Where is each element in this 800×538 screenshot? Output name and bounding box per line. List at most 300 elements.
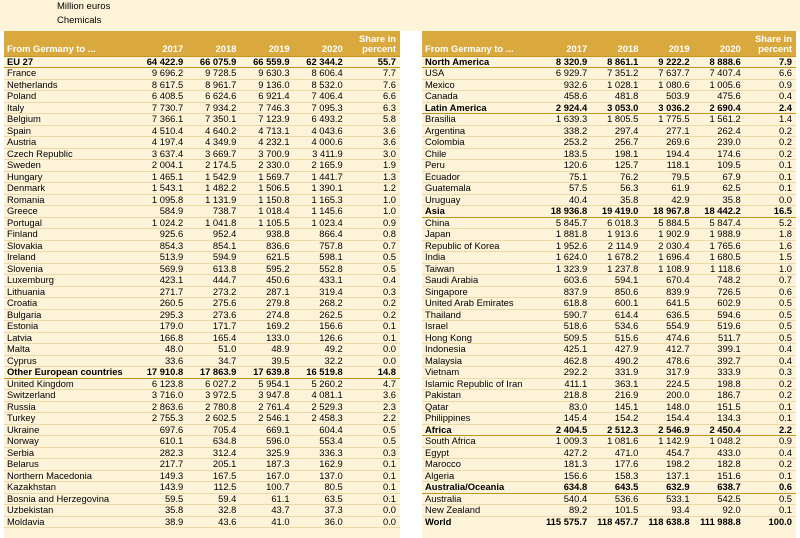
table-row: [422, 240, 796, 252]
country-cell: Estonia: [4, 321, 134, 333]
value-2018-cell: 1 913.6: [591, 229, 642, 241]
value-2018-cell: 2 114.9: [591, 240, 642, 252]
country-cell: Brasilia: [422, 114, 540, 126]
share-cell: 1.2: [347, 183, 400, 195]
value-2020-cell: 1 023.4: [294, 217, 347, 229]
value-2018-cell: 171.7: [187, 321, 240, 333]
value-2019-cell: 7 746.3: [240, 102, 293, 114]
country-cell: Japan: [422, 229, 540, 241]
value-2020-cell: 36.0: [294, 516, 347, 528]
right-table-panel: [422, 31, 796, 538]
value-2020-cell: 62.5: [694, 183, 745, 195]
value-2020-cell: 2 450.4: [694, 424, 745, 436]
table-row: [422, 378, 796, 390]
value-2019-cell: 5 884.5: [642, 217, 693, 229]
value-2019-cell: 9 222.2: [642, 56, 693, 68]
value-2019-cell: 194.4: [642, 148, 693, 160]
share-cell: 0.5: [347, 436, 400, 448]
table-row: [422, 252, 796, 264]
value-2017-cell: 253.2: [540, 137, 591, 149]
value-2017-cell: 1 009.3: [540, 436, 591, 448]
value-2017-cell: 425.1: [540, 344, 591, 356]
share-cell: 3.6: [347, 137, 400, 149]
value-2017-cell: 75.1: [540, 171, 591, 183]
table-row: [4, 286, 400, 298]
value-2020-cell: 1 390.1: [294, 183, 347, 195]
table-row: [4, 413, 400, 425]
share-cell: 0.1: [745, 401, 796, 413]
value-2020-cell: 151.6: [694, 470, 745, 482]
table-row: [4, 298, 400, 310]
value-2018-cell: 536.6: [591, 493, 642, 505]
country-cell: Luxemburg: [4, 275, 134, 287]
value-2020-cell: 399.1: [694, 344, 745, 356]
value-2018-cell: 850.6: [591, 286, 642, 298]
value-2017-cell: 2 404.5: [540, 424, 591, 436]
country-cell: Spain: [4, 125, 134, 137]
country-cell: Taiwan: [422, 263, 540, 275]
country-cell: Latvia: [4, 332, 134, 344]
value-2017-cell: 9 696.2: [134, 68, 187, 80]
table-row: [4, 240, 400, 252]
share-cell: 0.2: [745, 378, 796, 390]
value-2018-cell: 3 053.0: [591, 102, 642, 114]
country-cell: Indonesia: [422, 344, 540, 356]
value-2017-cell: 590.7: [540, 309, 591, 321]
unit-label: Million euros: [57, 1, 111, 12]
share-cell: 0.7: [347, 240, 400, 252]
value-2019-cell: 2 030.4: [642, 240, 693, 252]
country-cell: Italy: [4, 102, 134, 114]
share-cell: 2.3: [347, 401, 400, 413]
value-2019-cell: 641.5: [642, 298, 693, 310]
value-2020-cell: 2 529.3: [294, 401, 347, 413]
value-2020-cell: 1 765.6: [694, 240, 745, 252]
value-2019-cell: 93.4: [642, 505, 693, 517]
value-2018-cell: 705.4: [187, 424, 240, 436]
value-2020-cell: 262.4: [694, 125, 745, 137]
value-2020-cell: 239.0: [694, 137, 745, 149]
value-2020-cell: 542.5: [694, 493, 745, 505]
value-2017-cell: 1 639.3: [540, 114, 591, 126]
share-cell: 0.1: [745, 470, 796, 482]
value-2018-cell: 17 863.9: [187, 367, 240, 379]
country-cell: Hungary: [4, 171, 134, 183]
table-row: [4, 148, 400, 160]
table-row: [4, 252, 400, 264]
value-2017-cell: 411.1: [540, 378, 591, 390]
value-2017-cell: 143.9: [134, 482, 187, 494]
table-row: [4, 355, 400, 367]
country-cell: Netherlands: [4, 79, 134, 91]
share-cell: 1.6: [745, 240, 796, 252]
value-2018-cell: 481.8: [591, 91, 642, 103]
value-2018-cell: 125.7: [591, 160, 642, 172]
country-cell: Bosnia and Herzegovina: [4, 493, 134, 505]
value-2019-cell: 478.6: [642, 355, 693, 367]
country-cell: Australia: [422, 493, 540, 505]
value-2020-cell: 67.9: [694, 171, 745, 183]
share-cell: 0.2: [745, 125, 796, 137]
value-2018-cell: 4 349.9: [187, 137, 240, 149]
value-2018-cell: 738.7: [187, 206, 240, 218]
value-2020-cell: 333.9: [694, 367, 745, 379]
value-2018-cell: 297.4: [591, 125, 642, 137]
value-2020-cell: 18 442.2: [694, 206, 745, 218]
table-row: [4, 309, 400, 321]
value-2019-cell: 1 696.4: [642, 252, 693, 264]
value-2019-cell: 1 569.7: [240, 171, 293, 183]
value-2020-cell: 162.9: [294, 459, 347, 471]
country-cell: Islamic Republic of Iran: [422, 378, 540, 390]
value-2018-cell: 8 861.1: [591, 56, 642, 68]
value-2018-cell: 613.8: [187, 263, 240, 275]
table-row: [422, 229, 796, 241]
table-row: [4, 275, 400, 287]
share-cell: 55.7: [347, 56, 400, 68]
value-2017-cell: 8 320.9: [540, 56, 591, 68]
value-2017-cell: 5 845.7: [540, 217, 591, 229]
value-2019-cell: 1 902.9: [642, 229, 693, 241]
country-cell: Denmark: [4, 183, 134, 195]
value-2018-cell: 363.1: [591, 378, 642, 390]
table-row: [422, 125, 796, 137]
value-2019-cell: 450.6: [240, 275, 293, 287]
country-cell: Israel: [422, 321, 540, 333]
value-2017-cell: 2 755.3: [134, 413, 187, 425]
value-2020-cell: 1 165.3: [294, 194, 347, 206]
share-cell: 1.0: [745, 263, 796, 275]
value-2019-cell: 1 506.5: [240, 183, 293, 195]
value-2018-cell: 594.9: [187, 252, 240, 264]
value-2017-cell: 48.0: [134, 344, 187, 356]
value-2018-cell: 158.3: [591, 470, 642, 482]
value-2018-cell: 4 640.2: [187, 125, 240, 137]
value-2019-cell: 1 150.8: [240, 194, 293, 206]
value-2019-cell: 133.0: [240, 332, 293, 344]
value-2018-cell: 167.5: [187, 470, 240, 482]
share-cell: 2.4: [745, 102, 796, 114]
country-cell: United Arab Emirates: [422, 298, 540, 310]
value-2019-cell: 454.7: [642, 447, 693, 459]
country-cell: Austria: [4, 137, 134, 149]
table-row: [4, 91, 400, 103]
share-cell: 3.6: [347, 125, 400, 137]
value-2019-cell: 41.0: [240, 516, 293, 528]
share-cell: 0.2: [745, 137, 796, 149]
value-2019-cell: 2 761.4: [240, 401, 293, 413]
country-cell: Croatia: [4, 298, 134, 310]
value-2020-cell: 4 000.6: [294, 137, 347, 149]
table-row: [422, 114, 796, 126]
value-2018-cell: 112.5: [187, 482, 240, 494]
value-2018-cell: 56.3: [591, 183, 642, 195]
share-cell: 0.5: [745, 298, 796, 310]
value-2019-cell: 18 967.8: [642, 206, 693, 218]
share-cell: 2.2: [347, 413, 400, 425]
country-cell: Republic of Korea: [422, 240, 540, 252]
share-cell: 0.1: [745, 171, 796, 183]
country-cell: Kazakhstan: [4, 482, 134, 494]
value-2018-cell: 118 457.7: [591, 516, 642, 528]
table-row: [422, 194, 796, 206]
share-cell: 0.2: [347, 298, 400, 310]
value-2020-cell: 2 458.3: [294, 413, 347, 425]
country-cell: Saudi Arabia: [422, 275, 540, 287]
table-row: [4, 137, 400, 149]
table-row-total: [422, 516, 796, 528]
value-2018-cell: 198.1: [591, 148, 642, 160]
value-2019-cell: 1 775.5: [642, 114, 693, 126]
column-header-2019: 2019: [240, 31, 293, 56]
value-2017-cell: 603.6: [540, 275, 591, 287]
value-2020-cell: 92.0: [694, 505, 745, 517]
table-row: [4, 102, 400, 114]
country-cell: Norway: [4, 436, 134, 448]
country-cell: Marocco: [422, 459, 540, 471]
country-cell: Cyprus: [4, 355, 134, 367]
table-row: [422, 263, 796, 275]
value-2018-cell: 9 728.5: [187, 68, 240, 80]
value-2018-cell: 3 972.5: [187, 390, 240, 402]
value-2019-cell: 198.2: [642, 459, 693, 471]
share-cell: 1.0: [347, 206, 400, 218]
share-cell: 0.1: [347, 321, 400, 333]
value-2019-cell: 79.5: [642, 171, 693, 183]
country-cell: North America: [422, 56, 540, 68]
table-row-region: [422, 102, 796, 114]
table-row: [4, 424, 400, 436]
value-2020-cell: 1 145.6: [294, 206, 347, 218]
column-header-2019: 2019: [642, 31, 693, 56]
value-2017-cell: 584.9: [134, 206, 187, 218]
value-2020-cell: 433.0: [694, 447, 745, 459]
table-row: [422, 459, 796, 471]
share-cell: 0.3: [347, 447, 400, 459]
value-2017-cell: 120.6: [540, 160, 591, 172]
value-2019-cell: 9 136.0: [240, 79, 293, 91]
value-2018-cell: 101.5: [591, 505, 642, 517]
value-2020-cell: 1 118.6: [694, 263, 745, 275]
table-row: [4, 79, 400, 91]
value-2018-cell: 273.2: [187, 286, 240, 298]
share-cell: 0.5: [347, 252, 400, 264]
value-2018-cell: 1 041.8: [187, 217, 240, 229]
value-2018-cell: 2 174.5: [187, 160, 240, 172]
value-2017-cell: 218.8: [540, 390, 591, 402]
table-row: [4, 482, 400, 494]
column-header-share: Share in percent: [347, 31, 400, 56]
value-2017-cell: 282.3: [134, 447, 187, 459]
country-cell: Malaysia: [422, 355, 540, 367]
value-2020-cell: 3 411.9: [294, 148, 347, 160]
country-cell: Romania: [4, 194, 134, 206]
table-row: [422, 493, 796, 505]
value-2017-cell: 4 197.4: [134, 137, 187, 149]
left-table-panel: [4, 31, 400, 538]
value-2018-cell: 1 805.5: [591, 114, 642, 126]
value-2018-cell: 1 081.6: [591, 436, 642, 448]
table-row: [4, 344, 400, 356]
table-row: [4, 183, 400, 195]
value-2020-cell: 32.2: [294, 355, 347, 367]
value-2019-cell: 1 080.6: [642, 79, 693, 91]
value-2019-cell: 1 018.4: [240, 206, 293, 218]
country-cell: USA: [422, 68, 540, 80]
share-cell: 0.1: [347, 482, 400, 494]
country-cell: Bulgaria: [4, 309, 134, 321]
share-cell: 3.6: [347, 390, 400, 402]
table-row: [4, 68, 400, 80]
table-row: [4, 206, 400, 218]
country-cell: France: [4, 68, 134, 80]
table-row: [422, 332, 796, 344]
value-2019-cell: 325.9: [240, 447, 293, 459]
value-2019-cell: 2 546.9: [642, 424, 693, 436]
value-2017-cell: 925.6: [134, 229, 187, 241]
column-header-destination: From Germany to ...: [422, 31, 540, 56]
value-2018-cell: 634.8: [187, 436, 240, 448]
value-2017-cell: 18 936.8: [540, 206, 591, 218]
table-row-region: [4, 367, 400, 379]
value-2017-cell: 697.6: [134, 424, 187, 436]
value-2020-cell: 1 561.2: [694, 114, 745, 126]
value-2018-cell: 59.4: [187, 493, 240, 505]
value-2019-cell: 2 330.0: [240, 160, 293, 172]
value-2019-cell: 938.8: [240, 229, 293, 241]
country-cell: Northern Macedonia: [4, 470, 134, 482]
share-cell: 2.2: [745, 424, 796, 436]
share-cell: 6.3: [347, 102, 400, 114]
value-2017-cell: 7 730.7: [134, 102, 187, 114]
country-cell: Singapore: [422, 286, 540, 298]
value-2018-cell: 427.9: [591, 344, 642, 356]
table-row: [4, 390, 400, 402]
value-2020-cell: 1 048.2: [694, 436, 745, 448]
table-row: [422, 367, 796, 379]
category-label: Chemicals: [57, 15, 102, 26]
value-2018-cell: 66 075.9: [187, 56, 240, 68]
value-2020-cell: 8 606.4: [294, 68, 347, 80]
value-2020-cell: 5 260.2: [294, 378, 347, 390]
column-header-2020: 2020: [694, 31, 745, 56]
value-2018-cell: 43.6: [187, 516, 240, 528]
value-2018-cell: 312.4: [187, 447, 240, 459]
value-2019-cell: 7 123.9: [240, 114, 293, 126]
country-cell: Belarus: [4, 459, 134, 471]
value-2017-cell: 932.6: [540, 79, 591, 91]
value-2019-cell: 533.1: [642, 493, 693, 505]
country-cell: Serbia: [4, 447, 134, 459]
value-2020-cell: 262.5: [294, 309, 347, 321]
value-2020-cell: 1 680.5: [694, 252, 745, 264]
value-2019-cell: 154.4: [642, 413, 693, 425]
table-row: [4, 321, 400, 333]
value-2020-cell: 6 493.2: [294, 114, 347, 126]
share-cell: 0.5: [745, 321, 796, 333]
table-row: [422, 217, 796, 229]
value-2019-cell: 632.9: [642, 482, 693, 494]
value-2017-cell: 338.2: [540, 125, 591, 137]
table-row: [4, 171, 400, 183]
value-2017-cell: 156.6: [540, 470, 591, 482]
value-2020-cell: 62 344.2: [294, 56, 347, 68]
value-2019-cell: 61.1: [240, 493, 293, 505]
share-cell: 0.6: [745, 482, 796, 494]
country-cell: Colombia: [422, 137, 540, 149]
table-row: [4, 263, 400, 275]
country-cell: Philippines: [422, 413, 540, 425]
value-2017-cell: 166.8: [134, 332, 187, 344]
column-header-share: Share in percent: [745, 31, 796, 56]
country-cell: Slovenia: [4, 263, 134, 275]
value-2018-cell: 145.1: [591, 401, 642, 413]
value-2018-cell: 1 678.2: [591, 252, 642, 264]
value-2019-cell: 100.7: [240, 482, 293, 494]
value-2020-cell: 598.1: [294, 252, 347, 264]
table-row: [422, 321, 796, 333]
country-cell: Ecuador: [422, 171, 540, 183]
value-2019-cell: 274.8: [240, 309, 293, 321]
value-2018-cell: 7 934.2: [187, 102, 240, 114]
value-2020-cell: 8 888.6: [694, 56, 745, 68]
share-cell: 7.9: [745, 56, 796, 68]
value-2019-cell: 277.1: [642, 125, 693, 137]
value-2017-cell: 59.5: [134, 493, 187, 505]
value-2017-cell: 8 617.5: [134, 79, 187, 91]
country-cell: World: [422, 516, 540, 528]
value-2019-cell: 6 921.4: [240, 91, 293, 103]
value-2019-cell: 596.0: [240, 436, 293, 448]
value-2018-cell: 1 131.9: [187, 194, 240, 206]
value-2020-cell: 182.8: [694, 459, 745, 471]
value-2020-cell: 757.8: [294, 240, 347, 252]
value-2018-cell: 35.8: [591, 194, 642, 206]
share-cell: 0.1: [347, 493, 400, 505]
value-2019-cell: 9 630.3: [240, 68, 293, 80]
country-cell: Mexico: [422, 79, 540, 91]
country-cell: Moldavia: [4, 516, 134, 528]
table-header-row: [422, 31, 796, 56]
share-cell: 0.1: [745, 160, 796, 172]
value-2020-cell: 511.7: [694, 332, 745, 344]
table-row: [4, 493, 400, 505]
value-2019-cell: 621.5: [240, 252, 293, 264]
value-2019-cell: 287.1: [240, 286, 293, 298]
share-cell: 3.0: [347, 148, 400, 160]
share-cell: 0.2: [745, 459, 796, 471]
country-cell: Peru: [422, 160, 540, 172]
column-header-2020: 2020: [294, 31, 347, 56]
value-2019-cell: 39.5: [240, 355, 293, 367]
value-2018-cell: 534.6: [591, 321, 642, 333]
value-2020-cell: 109.5: [694, 160, 745, 172]
value-2019-cell: 1 105.5: [240, 217, 293, 229]
country-cell: Vietnam: [422, 367, 540, 379]
value-2017-cell: 292.2: [540, 367, 591, 379]
share-cell: 0.8: [347, 229, 400, 241]
value-2017-cell: 569.9: [134, 263, 187, 275]
value-2017-cell: 179.0: [134, 321, 187, 333]
value-2020-cell: 4 081.1: [294, 390, 347, 402]
country-cell: Ukraine: [4, 424, 134, 436]
value-2017-cell: 40.4: [540, 194, 591, 206]
share-cell: 0.9: [745, 79, 796, 91]
value-2019-cell: 1 108.9: [642, 263, 693, 275]
value-2017-cell: 38.9: [134, 516, 187, 528]
value-2020-cell: 433.1: [294, 275, 347, 287]
value-2017-cell: 295.3: [134, 309, 187, 321]
